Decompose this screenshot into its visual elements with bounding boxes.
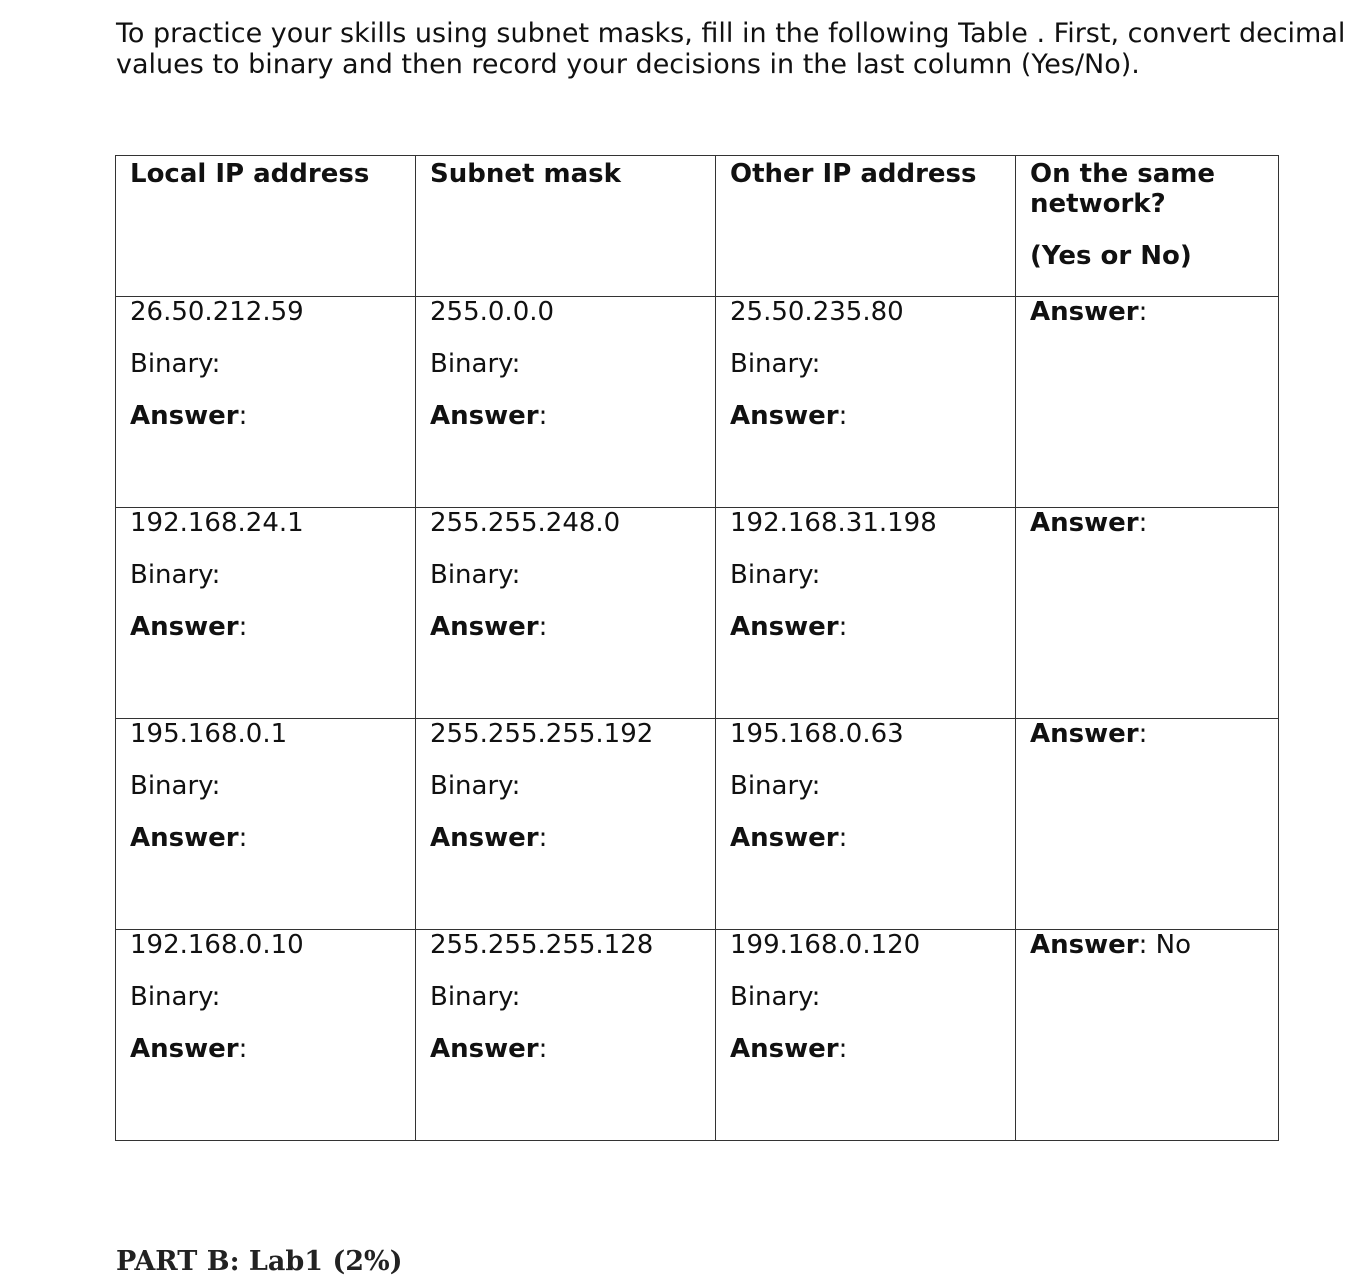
binary-label: Binary:: [430, 349, 521, 379]
cell-same-network: [1016, 297, 1279, 508]
binary-label: Binary:: [430, 771, 521, 801]
subnet-mask-value: 255.255.255.192: [430, 719, 654, 749]
cell-other-ip: [716, 719, 1016, 930]
cell-subnet-mask: [416, 719, 716, 930]
binary-label: Binary:: [730, 560, 821, 590]
answer-label: Answer:: [730, 401, 848, 431]
cell-local-ip: [116, 719, 416, 930]
decision-answer: Answer:: [1030, 297, 1148, 327]
cell-other-ip: [716, 930, 1016, 1141]
answer-label: Answer:: [130, 823, 248, 853]
other-ip-value: 192.168.31.198: [730, 508, 937, 538]
other-ip-value: 25.50.235.80: [730, 297, 904, 327]
answer-label: Answer:: [430, 612, 548, 642]
header-subnet-mask: Subnet mask: [416, 156, 716, 297]
instructions-paragraph: [116, 18, 1356, 80]
decision-answer: Answer:: [1030, 719, 1148, 749]
cell-subnet-mask: [416, 297, 716, 508]
cell-local-ip: [116, 297, 416, 508]
answer-label: Answer:: [730, 612, 848, 642]
table-row: [116, 508, 1279, 719]
binary-label: Binary:: [430, 982, 521, 1012]
decision-answer: Answer: No: [1030, 930, 1191, 960]
header-other-ip: Other IP address: [716, 156, 1016, 297]
answer-label: Answer:: [430, 1034, 548, 1064]
header-same-network: [1016, 156, 1279, 297]
binary-label: Binary:: [130, 560, 221, 590]
table-row: [116, 930, 1279, 1141]
binary-label: Binary:: [730, 982, 821, 1012]
header-local-ip: Local IP address: [116, 156, 416, 297]
table-header-row: [116, 156, 1279, 297]
instructions-line-1: To practice your skills using subnet masks, fill in the following Table . First, convert decimal: [116, 18, 1346, 49]
binary-label: Binary:: [130, 771, 221, 801]
binary-label: Binary:: [130, 982, 221, 1012]
answer-label: Answer:: [430, 401, 548, 431]
part-b-heading: PART B: Lab1 (2%): [116, 1246, 403, 1277]
header-same-network-label: On the same network?: [1030, 159, 1216, 219]
other-ip-value: 195.168.0.63: [730, 719, 904, 749]
subnet-mask-value: 255.255.255.128: [430, 930, 654, 960]
answer-label: Answer:: [130, 1034, 248, 1064]
other-ip-value: 199.168.0.120: [730, 930, 921, 960]
cell-subnet-mask: [416, 508, 716, 719]
binary-label: Binary:: [130, 349, 221, 379]
local-ip-value: 26.50.212.59: [130, 297, 304, 327]
cell-other-ip: [716, 508, 1016, 719]
binary-label: Binary:: [730, 771, 821, 801]
cell-same-network: [1016, 719, 1279, 930]
answer-label: Answer:: [730, 1034, 848, 1064]
answer-label: Answer:: [430, 823, 548, 853]
cell-same-network: [1016, 508, 1279, 719]
answer-label: Answer:: [130, 401, 248, 431]
local-ip-value: 192.168.0.10: [130, 930, 304, 960]
instructions-line-2: values to binary and then record your decisions in the last column (Yes/No).: [116, 49, 1140, 80]
header-yes-or-no: (Yes or No): [1030, 241, 1192, 271]
cell-same-network: [1016, 930, 1279, 1141]
table-row: [116, 719, 1279, 930]
answer-label: Answer:: [130, 612, 248, 642]
binary-label: Binary:: [430, 560, 521, 590]
binary-label: Binary:: [730, 349, 821, 379]
decision-value: No: [1147, 930, 1191, 960]
decision-answer: Answer:: [1030, 508, 1148, 538]
local-ip-value: 195.168.0.1: [130, 719, 288, 749]
answer-label: Answer:: [730, 823, 848, 853]
cell-local-ip: [116, 930, 416, 1141]
subnet-mask-value: 255.255.248.0: [430, 508, 621, 538]
subnet-exercise-table: [115, 155, 1279, 1141]
cell-subnet-mask: [416, 930, 716, 1141]
cell-local-ip: [116, 508, 416, 719]
table-row: [116, 297, 1279, 508]
local-ip-value: 192.168.24.1: [130, 508, 304, 538]
subnet-mask-value: 255.0.0.0: [430, 297, 555, 327]
cell-other-ip: [716, 297, 1016, 508]
